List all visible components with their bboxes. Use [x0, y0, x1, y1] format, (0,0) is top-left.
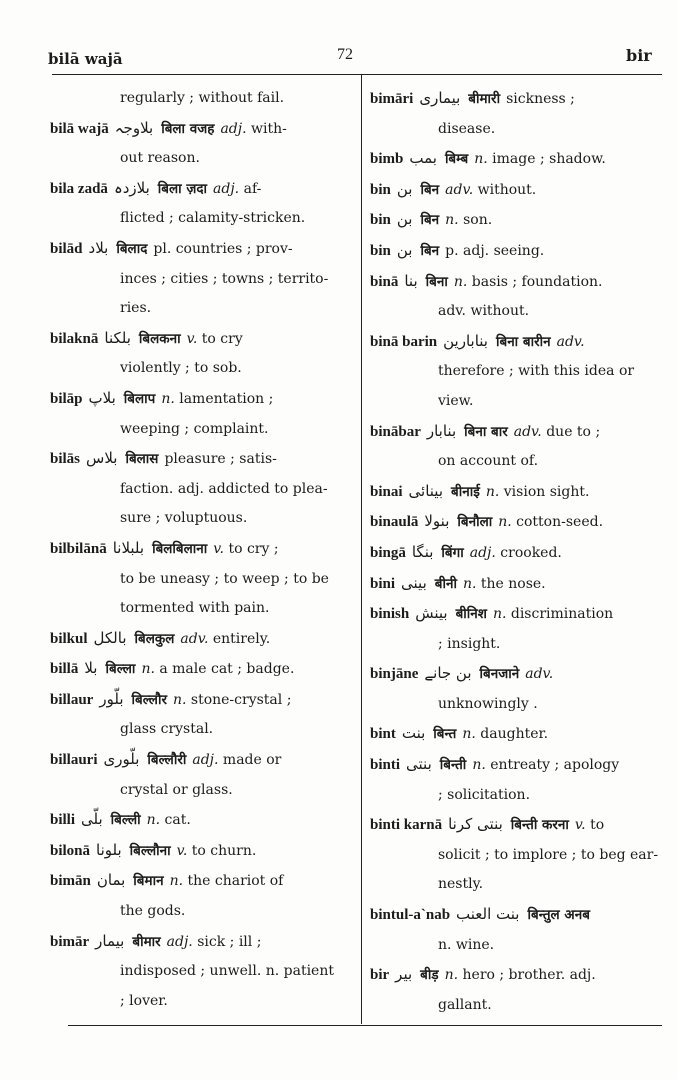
hindi-script: बिला ज़दा [157, 180, 208, 197]
dictionary-entry [370, 327, 665, 417]
definition: sickness ; [506, 91, 575, 107]
definition-continuation: inces ; cities ; towns ; territo- [120, 270, 329, 287]
part-of-speech: n. [462, 575, 477, 592]
dictionary-entry [370, 417, 665, 477]
hindi-script: बिल्ली [110, 812, 141, 829]
dictionary-entry [50, 685, 348, 745]
headword: bilād [50, 240, 83, 257]
part-of-speech: n. [161, 390, 175, 407]
hindi-script: बिला वजह [161, 120, 215, 137]
urdu-script: بلبلانا [112, 538, 145, 557]
hindi-script: बिना बार [464, 423, 508, 440]
hindi-script: बिल्लौरी [147, 752, 187, 769]
dictionary-entry [370, 477, 665, 508]
dictionary-entry [50, 114, 348, 174]
headword: binaulā [370, 514, 419, 531]
entry-first-line [370, 417, 665, 448]
definition: to [590, 817, 605, 834]
left-guide-word: bilā wajā [48, 50, 123, 68]
headword: billaur [50, 691, 94, 708]
dictionary-entry [50, 927, 348, 1017]
dictionary-entry [370, 267, 665, 327]
definition: pl. countries ; prov- [153, 240, 293, 257]
headword: bin [370, 181, 391, 198]
definition-continuation: gallant. [438, 996, 492, 1013]
dictionary-entry [50, 324, 348, 384]
urdu-script: بنت [401, 724, 426, 743]
dictionary-entry [370, 659, 665, 719]
headword: billā [50, 661, 79, 678]
dictionary-entry [370, 719, 665, 750]
dictionary-entry [50, 654, 348, 685]
definition: stone-crystal ; [190, 691, 292, 708]
urdu-script: بلاوجہ [114, 118, 154, 137]
headword: billauri [50, 752, 98, 769]
definition-continuation: ; solicitation. [438, 786, 531, 803]
dictionary-entry [50, 866, 348, 926]
entry-first-line [370, 538, 665, 569]
urdu-script: بلازدہ [113, 178, 150, 197]
urdu-script: بنگا [411, 542, 434, 561]
part-of-speech: adv. [445, 181, 474, 198]
definition: cat. [164, 812, 191, 829]
definition: daughter. [480, 726, 549, 743]
hindi-script: बिल्ला [105, 661, 136, 678]
entry-first-line [370, 900, 665, 931]
definition-continuation: crystal or glass. [120, 781, 233, 798]
page-header [0, 44, 677, 72]
entry-first-line [50, 114, 348, 145]
definition: due to ; [546, 423, 601, 440]
definition: made or [222, 752, 282, 769]
hindi-script: बिलाद [116, 240, 148, 257]
entry-first-line [370, 327, 665, 358]
definition: a male cat ; badge. [159, 661, 295, 678]
headword: binābar [370, 423, 421, 440]
entry-first-line [370, 750, 665, 781]
definition: the nose. [480, 575, 546, 592]
urdu-script: بن جانے [424, 664, 472, 683]
definition: lamentation ; [179, 390, 274, 407]
headword: bilāp [50, 390, 83, 407]
definition-continuation: solicit ; to implore ; to beg ear- [438, 846, 659, 863]
entry-first-line [50, 745, 348, 776]
headword: bilonā [50, 842, 91, 859]
part-of-speech: adj. [469, 544, 496, 561]
hindi-script: बीनिश [455, 606, 487, 623]
entry-first-line [370, 267, 665, 298]
hindi-script: बिल्लौर [131, 691, 167, 708]
hindi-script: बिना [425, 273, 448, 290]
urdu-script: بینی [401, 573, 427, 592]
headword: bini [370, 575, 396, 592]
entry-first-line [370, 175, 665, 206]
dictionary-entry [50, 805, 348, 836]
headword: bilkul [50, 630, 88, 647]
headword: binā [370, 273, 399, 290]
page-number: 72 [337, 46, 353, 63]
entry-first-line [370, 144, 665, 175]
urdu-script: بلونا [96, 840, 122, 859]
entry-first-line [370, 205, 665, 236]
definition: cotton-seed. [516, 514, 604, 531]
hindi-script: बीड़ [420, 967, 439, 984]
entry-first-line [50, 654, 348, 685]
dictionary-entry [50, 444, 348, 534]
dictionary-entry [50, 234, 348, 324]
definition: with- [251, 120, 287, 137]
entry-first-line [50, 624, 348, 655]
hindi-script: बिन्ती [439, 757, 467, 774]
definition: p. adj. seeing. [445, 242, 545, 259]
hindi-script: बिना बारीन [495, 333, 551, 350]
urdu-script: بلّور [99, 689, 124, 708]
hindi-script: बीनी [434, 575, 457, 592]
urdu-script: بنابارین [443, 331, 488, 350]
definition-continuation: n. wine. [438, 936, 495, 953]
urdu-script: بیمار [95, 931, 125, 950]
headword: bilās [50, 451, 81, 468]
definition-continuation: on account of. [438, 453, 539, 470]
hindi-script: बिन [420, 212, 440, 229]
urdu-script: بلاد [88, 238, 109, 257]
hindi-script: बिलकना [138, 330, 181, 347]
entry-first-line [50, 234, 348, 265]
urdu-script: بنتی کرنا [448, 815, 503, 834]
urdu-script: بمان [96, 871, 126, 890]
definition: without. [477, 181, 537, 198]
part-of-speech: n. [444, 967, 459, 984]
entry-first-line [370, 719, 665, 750]
entry-first-line [50, 685, 348, 716]
definition: to cry ; [228, 540, 279, 557]
definition-continuation: indisposed ; unwell. n. patient [120, 963, 334, 980]
part-of-speech: n. [462, 726, 476, 743]
dictionary-entry [370, 175, 665, 206]
headword: binjāne [370, 666, 419, 683]
part-of-speech: adj. [192, 752, 219, 769]
dictionary-entry [370, 810, 665, 900]
urdu-script: بن [396, 210, 413, 229]
dictionary-entry [50, 624, 348, 655]
hindi-script: बिनजाने [479, 666, 520, 683]
part-of-speech: n. [498, 514, 512, 531]
headword: billi [50, 812, 76, 829]
part-of-speech: adj. [166, 933, 193, 950]
urdu-script: بنولا [424, 512, 450, 531]
definition-continuation: to be uneasy ; to weep ; to be [120, 570, 329, 587]
bottom-rule [68, 1025, 662, 1026]
hindi-script: बिम्ब [444, 151, 469, 168]
top-rule [52, 74, 662, 75]
column-divider [361, 74, 362, 1024]
definition-continuation: ; lover. [120, 992, 168, 1009]
definition: son. [463, 212, 493, 229]
headword: binai [370, 483, 403, 500]
hindi-script: बिन [420, 181, 440, 198]
part-of-speech: n. [472, 757, 486, 774]
headword: bingā [370, 544, 406, 561]
right-column [370, 84, 665, 1020]
hindi-script: बीमारी [468, 91, 501, 107]
right-guide-word: bir [626, 46, 652, 65]
hindi-script: बिलकुल [134, 630, 175, 647]
definition-continuation: regularly ; without fail. [120, 90, 285, 106]
definition: vision sight. [503, 483, 590, 500]
part-of-speech: n. [453, 273, 468, 290]
headword: binish [370, 606, 410, 623]
definition: entreaty ; apology [490, 757, 620, 774]
part-of-speech: n. [445, 212, 459, 229]
definition-continuation: view. [438, 392, 474, 409]
part-of-speech: n. [485, 483, 500, 500]
definition: crooked. [500, 544, 562, 561]
urdu-script: بیماری [419, 89, 461, 107]
definition: to churn. [191, 842, 257, 859]
part-of-speech: n. [141, 661, 155, 678]
part-of-speech: n. [172, 691, 187, 708]
definition-continuation: sure ; voluptuous. [120, 510, 248, 527]
part-of-speech: adv. [513, 423, 542, 440]
definition: discrimination [510, 606, 614, 623]
urdu-script: بینائی [408, 481, 444, 500]
headword: bimāri [370, 91, 414, 107]
headword: bintul-a`nab [370, 907, 451, 924]
definition-continuation: the gods. [120, 903, 186, 920]
hindi-script: बिलबिलाना [152, 540, 208, 557]
definition-continuation: weeping ; complaint. [120, 420, 269, 437]
dictionary-entry [370, 750, 665, 810]
urdu-script: بلاپ [88, 388, 116, 407]
urdu-script: بنابار [426, 421, 457, 440]
definition-continuation: faction. adj. addicted to plea- [120, 480, 328, 497]
hindi-script: बिमान [133, 873, 164, 890]
dictionary-entry [370, 205, 665, 236]
dictionary-entry [370, 569, 665, 600]
dictionary-entry [370, 960, 665, 1020]
definition-continuation: tormented with pain. [120, 600, 270, 617]
part-of-speech: adv. [556, 333, 585, 350]
part-of-speech: adv. [525, 666, 554, 683]
definition-continuation: unknowingly . [438, 695, 538, 712]
dictionary-entry [50, 174, 348, 234]
dictionary-entry [50, 836, 348, 867]
dictionary-entry [50, 384, 348, 444]
entry-first-line [370, 84, 665, 115]
definition-continuation: glass crystal. [120, 721, 214, 738]
definition-continuation: ries. [120, 300, 152, 317]
entry-first-line [50, 324, 348, 355]
entry-first-line [50, 384, 348, 415]
urdu-script: بلّوری [103, 750, 140, 769]
definition: image ; shadow. [492, 151, 606, 168]
dictionary-entry [50, 745, 348, 805]
hindi-script: बीमार [132, 933, 161, 950]
headword: bilbilānā [50, 540, 107, 557]
hindi-script: बिलास [125, 451, 159, 468]
headword: bimb [370, 151, 404, 168]
dictionary-entry [370, 599, 665, 659]
entry-first-line [50, 174, 348, 205]
headword: bin [370, 242, 391, 259]
entry-first-line [50, 534, 348, 565]
definition-continuation: disease. [438, 120, 496, 137]
headword: bir [370, 967, 390, 984]
definition: to cry [201, 330, 243, 347]
definition-continuation: nestly. [438, 876, 484, 893]
definition-continuation: adv. without. [438, 303, 530, 320]
dictionary-entry [370, 236, 665, 267]
dictionary-entry [50, 534, 348, 624]
definition: af- [243, 180, 262, 197]
headword: bila zadā [50, 180, 108, 197]
definition: hero ; brother. adj. [462, 967, 596, 984]
dictionary-entry [50, 84, 348, 114]
part-of-speech: v. [574, 817, 586, 834]
part-of-speech: n. [492, 606, 507, 623]
headword: binā barin [370, 333, 438, 350]
hindi-script: बिल्लौना [129, 842, 171, 859]
headword: bimān [50, 873, 91, 890]
dictionary-entry [370, 507, 665, 538]
hindi-script: बिन्त [433, 726, 457, 743]
entry-first-line [50, 444, 348, 475]
definition: entirely. [212, 630, 271, 647]
entry-first-line [370, 810, 665, 841]
urdu-script: بنا [404, 271, 418, 290]
entry-first-line [50, 866, 348, 897]
headword: bimār [50, 933, 90, 950]
urdu-script: بلا [84, 659, 98, 678]
urdu-script: بمب [409, 149, 437, 168]
headword: bilā wajā [50, 120, 109, 137]
urdu-script: بلاس [86, 449, 118, 468]
definition-continuation: ; insight. [438, 635, 501, 652]
part-of-speech: v. [186, 330, 198, 347]
entry-first-line [50, 805, 348, 836]
entry-first-line [50, 836, 348, 867]
entry-first-line [50, 927, 348, 958]
part-of-speech: adv. [180, 630, 209, 647]
headword: bint [370, 726, 396, 743]
urdu-script: بالکل [93, 628, 127, 647]
part-of-speech: adj. [213, 180, 240, 197]
definition-continuation: out reason. [120, 150, 200, 167]
hindi-script: बिंगा [441, 544, 464, 561]
entry-first-line [370, 659, 665, 690]
urdu-script: بلکنا [104, 328, 131, 347]
left-column [50, 84, 348, 1016]
entry-first-line [370, 477, 665, 508]
headword: binti karnā [370, 817, 443, 834]
dictionary-entry [370, 538, 665, 569]
entry-first-line [370, 569, 665, 600]
hindi-script: बिन [420, 242, 440, 259]
part-of-speech: adj. [220, 120, 247, 137]
entry-first-line [370, 236, 665, 267]
dictionary-entry [370, 900, 665, 960]
definition-continuation: flicted ; calamity-stricken. [120, 210, 306, 227]
definition-continuation: violently ; to sob. [120, 360, 242, 377]
part-of-speech: v. [213, 540, 224, 557]
part-of-speech: n. [146, 812, 161, 829]
definition-continuation: therefore ; with this idea or [438, 363, 635, 380]
definition: basis ; foundation. [471, 273, 603, 290]
entry-first-line [370, 599, 665, 630]
dictionary-entry [370, 144, 665, 175]
hindi-script: बीनाई [451, 483, 480, 500]
hindi-script: बिन्ती करना [510, 817, 569, 834]
hindi-script: बिनौला [457, 514, 493, 531]
urdu-script: بنت العنب [456, 905, 520, 924]
dictionary-entry [370, 84, 665, 144]
definition: pleasure ; satis- [164, 451, 277, 468]
urdu-script: بلّی [81, 810, 103, 829]
urdu-script: بن [396, 179, 413, 198]
urdu-script: بیر [395, 965, 413, 984]
urdu-script: بن [396, 240, 413, 259]
hindi-script: बिलाप [123, 390, 156, 407]
part-of-speech: v. [176, 842, 188, 859]
part-of-speech: n. [169, 873, 184, 890]
headword: binti [370, 757, 401, 774]
headword: bin [370, 212, 391, 229]
definition: the chariot of [187, 873, 284, 890]
part-of-speech: n. [474, 151, 488, 168]
entry-first-line [370, 507, 665, 538]
entry-first-line [370, 960, 665, 991]
headword: bilaknā [50, 330, 99, 347]
urdu-script: بنتی [406, 755, 432, 774]
definition: sick ; ill ; [197, 933, 262, 950]
urdu-script: بینش [415, 604, 448, 623]
hindi-script: बिन्तुल अनब [527, 907, 590, 924]
